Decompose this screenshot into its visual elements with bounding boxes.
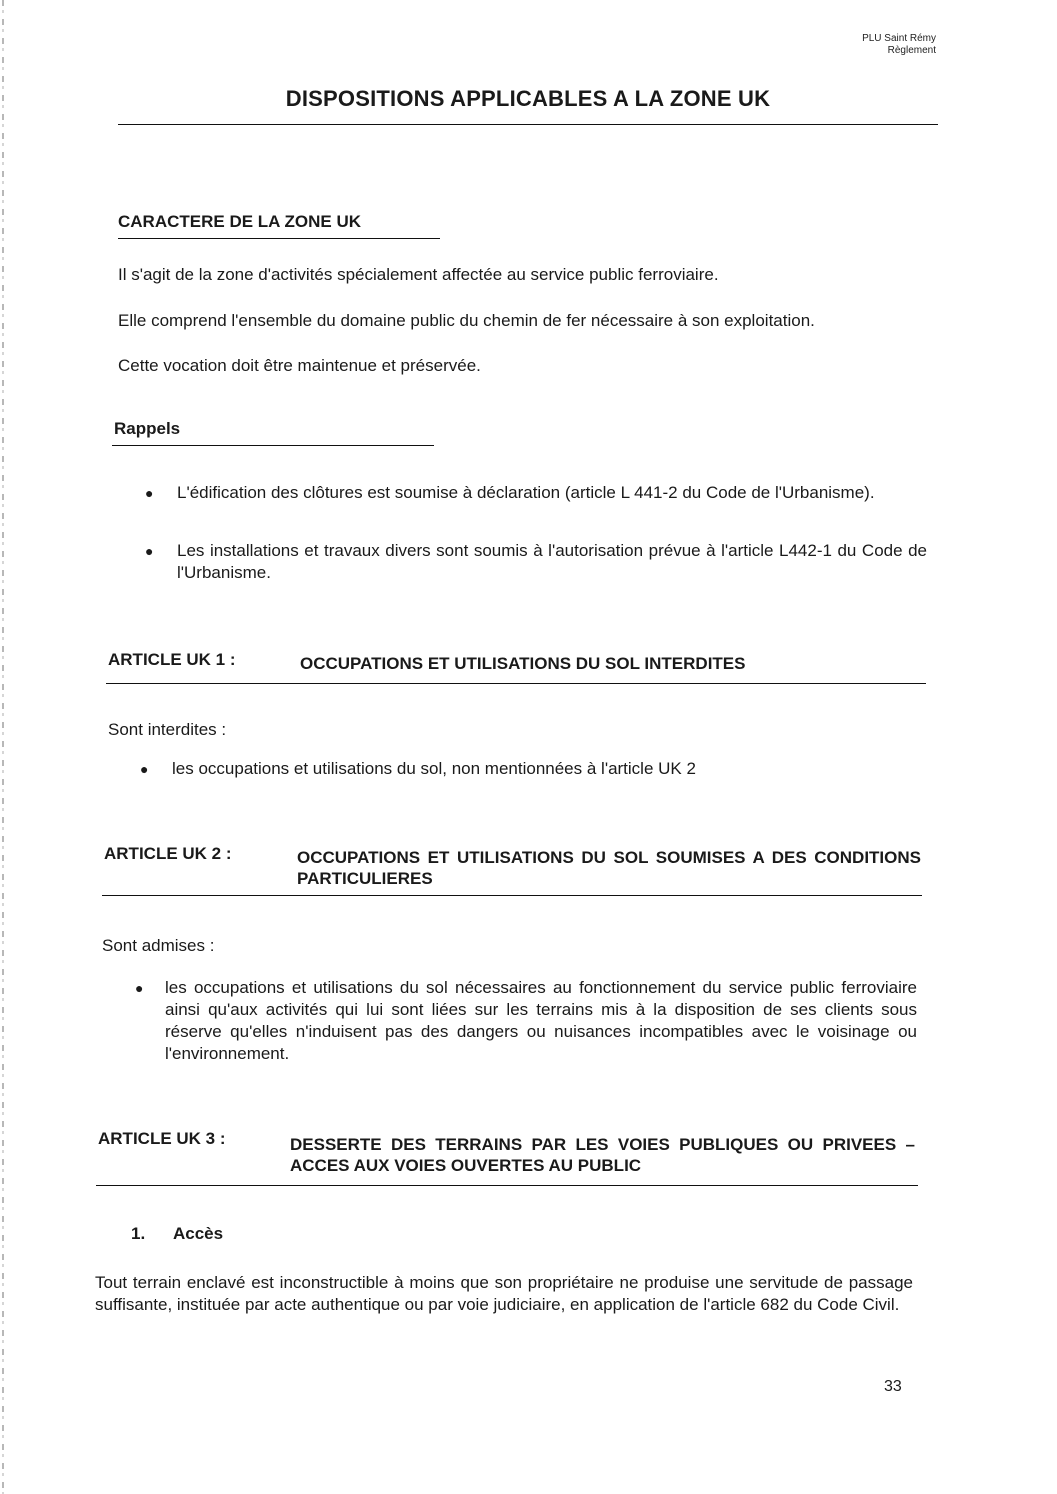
article-1-item-1-text: les occupations et utilisations du sol, non mentionnées à l'article UK 2 bbox=[172, 759, 696, 778]
article-1-intro: Sont interdites : bbox=[108, 720, 227, 739]
article-3-paragraph: Tout terrain enclavé est inconstructible à moins que son propriétaire ne produise une servitude de passage suffisante, instituée par acte authentique ou par voie judiciaire, en application de l'article 682 du Code Civil. bbox=[95, 1273, 913, 1314]
bullet-icon: ● bbox=[135, 980, 144, 996]
rappels-underline bbox=[112, 445, 434, 446]
document-header bbox=[862, 33, 936, 57]
subsection-number: 1. bbox=[131, 1224, 146, 1243]
article-2-label: ARTICLE UK 2 : bbox=[104, 844, 232, 863]
header-line-2: Règlement bbox=[887, 45, 936, 56]
scan-edge bbox=[2, 0, 4, 1494]
caractere-paragraph-1: Il s'agit de la zone d'activités spécialement affectée au service public ferroviaire. bbox=[118, 265, 719, 284]
page-number: 33 bbox=[884, 1378, 902, 1395]
bullet-icon: ● bbox=[145, 543, 154, 559]
bullet-icon: ● bbox=[140, 761, 149, 777]
article-2-item-1-text: les occupations et utilisations du sol nécessaires au fonctionnement du service public ferroviaire ainsi qu'aux activités qui lui sont liées sur les terrains mis à la disposition de ses clients sous réserve qu'elles n'induisent pas des dangers ou nuisances incompatibles avec le voisinage ou l'environnement. bbox=[165, 978, 917, 1063]
article-2-title: OCCUPATIONS ET UTILISATIONS DU SOL SOUMISES A DES CONDITIONS PARTICULIERES bbox=[297, 848, 921, 888]
bullet-icon: ● bbox=[145, 485, 154, 501]
title-underline bbox=[118, 124, 938, 125]
article-2-intro: Sont admises : bbox=[102, 936, 215, 955]
rappels-item-1-text: L'édification des clôtures est soumise à déclaration (article L 441-2 du Code de l'Urbanisme). bbox=[177, 483, 875, 502]
article-3-title: DESSERTE DES TERRAINS PAR LES VOIES PUBLIQUES OU PRIVEES – ACCES AUX VOIES OUVERTES AU PUBLIC bbox=[290, 1135, 915, 1175]
caractere-paragraph-3: Cette vocation doit être maintenue et préservée. bbox=[118, 356, 481, 375]
article-1-title: OCCUPATIONS ET UTILISATIONS DU SOL INTERDITES bbox=[300, 654, 746, 673]
page-title: DISPOSITIONS APPLICABLES A LA ZONE UK bbox=[285, 86, 771, 111]
article-1-label: ARTICLE UK 1 : bbox=[108, 650, 236, 669]
subsection-title: Accès bbox=[173, 1224, 224, 1243]
caractere-heading: CARACTERE DE LA ZONE UK bbox=[118, 212, 362, 231]
rappels-heading: Rappels bbox=[114, 419, 181, 438]
caractere-paragraph-2: Elle comprend l'ensemble du domaine public du chemin de fer nécessaire à son exploitation. bbox=[118, 311, 815, 330]
article-1-underline bbox=[106, 683, 926, 684]
rappels-item-2-text: Les installations et travaux divers sont soumis à l'autorisation prévue à l'article L442-1 du Code de l'Urbanisme. bbox=[177, 541, 927, 582]
article-3-underline bbox=[96, 1185, 918, 1186]
header-line-1: PLU Saint Rémy bbox=[862, 33, 936, 44]
caractere-underline bbox=[118, 238, 440, 239]
article-3-label: ARTICLE UK 3 : bbox=[98, 1129, 226, 1148]
article-2-underline bbox=[102, 895, 922, 896]
